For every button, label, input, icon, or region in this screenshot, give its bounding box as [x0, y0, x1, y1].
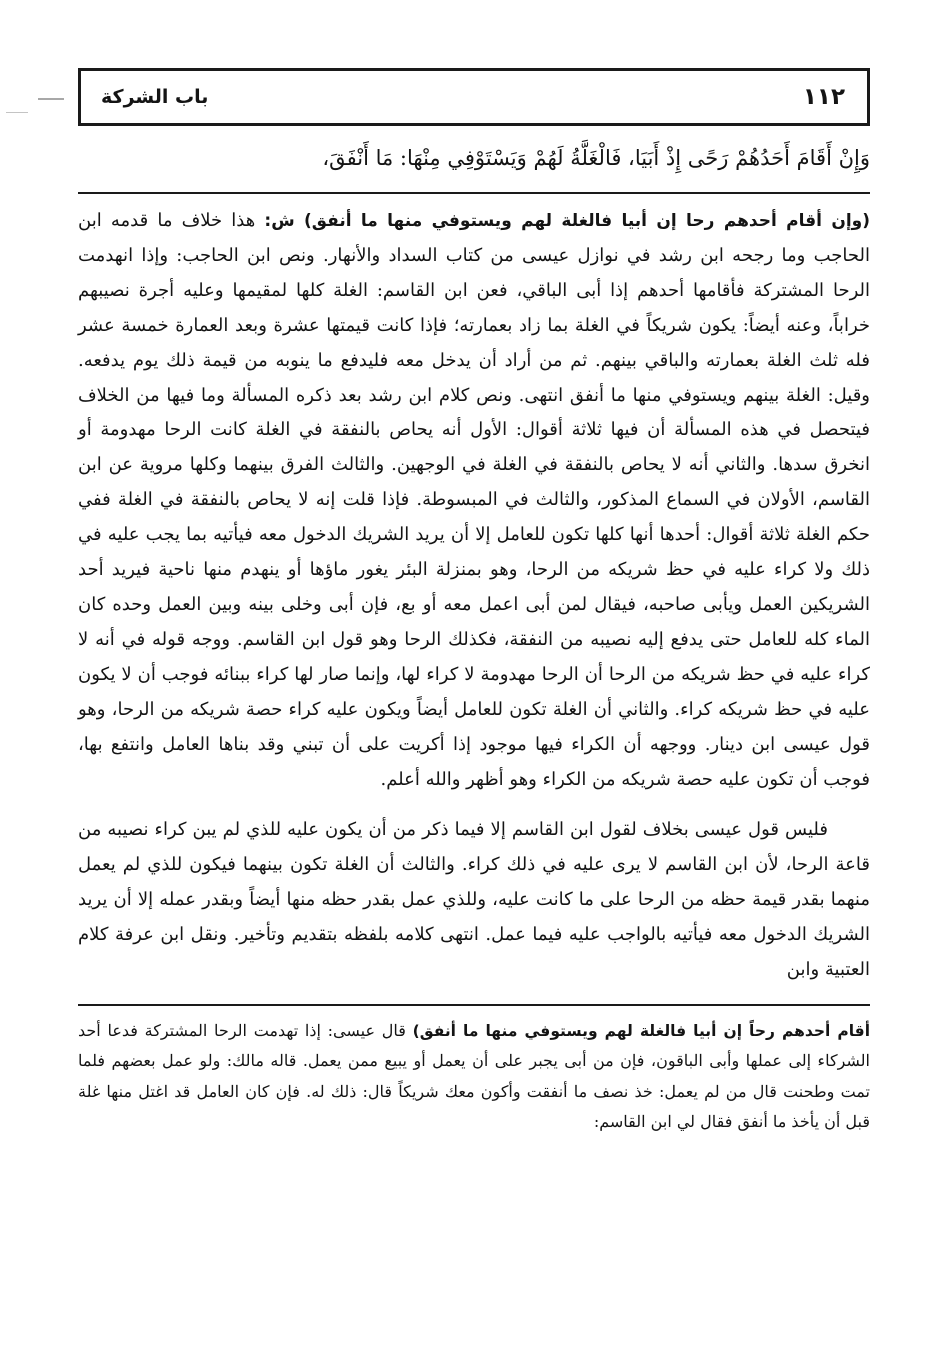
book-page [78, 68, 870, 1138]
footnote-body: قال عيسى: إذا تهدمت الرحا المشتركة فدعا أحد الشركاء إلى عملها وأبى الباقون، فإن من أبى يجبر على أن يعمل أو يبيع ممن يعمل. قاله مالك: ولو عمل بعضهم فلما تمت وطحنت قال من لم يعمل: خذ نصف ما أنفقت وأكون معك شريكاً قال: ذلك له. فإن كان العامل قد اغتل منها غلة قبل أن يأخذ ما أنفق فقال لي ابن القاسم: [78, 1020, 870, 1132]
chapter-title: باب الشركة [101, 86, 209, 108]
footnote-divider [78, 1004, 870, 1006]
commentary-section [78, 204, 870, 988]
divider-top [78, 192, 870, 194]
margin-scan-mark [6, 112, 28, 116]
footnote-paragraph [78, 1016, 870, 1138]
commentary-lemma: (وإن أقام أحدهم رحا إن أبيا فالغلة لهم ويستوفي منها ما أنفق) ش: [264, 211, 870, 231]
commentary-paragraph-1 [78, 204, 870, 797]
commentary-body-1: هذا خلاف ما قدمه ابن الحاجب وما رجحه ابن رشد في نوازل عيسى من كتاب السداد والأنهار. ونص ابن الحاجب: وإذا انهدمت الرحا المشتركة فأقامها أحدهم إذا أبى الباقي، فعن ابن القاسم: الغلة كلها لمقيمها وعليه أجرة نصيبهم خراباً، وعنه أيضاً: يكون شريكاً في الغلة بما زاد بعمارته؛ فإذا كانت قيمتها عشرة وبعد العمارة خمسة عشر فله ثلث الغلة بعمارته والباقي بينهم. ثم من أراد أن يدخل معه فليدفع ما ينوبه من قيمة ذلك يوم يدفعه. وقيل: الغلة بينهم ويستوفي منها ما أنفق انتهى. ونص كلام ابن رشد بعد ذكره المسألة وما فيها من الخلاف فيتحصل في هذه المسألة أن فيها ثلاثة أقوال: الأول أنه يحاص بالنفقة في الغلة كانت الرحا مهدومة أو انخرق سدها. والثاني أنه لا يحاص بالنفقة في الغلة في الوجهين. والثالث الفرق بينهما وكلها مروية عن ابن القاسم، الأولان في السماع المذكور، والثالث في المبسوطة. فإذا قلت إنه لا يحاص بالنفقة في الغلة ففي حكم الغلة ثلاثة أقوال: أحدها أنها كلها تكون للعامل إلا أن يريد الشريك الدخول معه فيأتيه بما يجب عليه في ذلك ولا كراء عليه في حظ شريكه من الرحا، وهو بمنزلة البئر يغور ماؤها أو ينهدم منها ناحية فيريد أحد الشريكين العمل ويأبى صاحبه، فيقال لمن أبى اعمل معه أو بع، فإن أبى وخلى بينه وبين العمل وحده كان الماء كله للعامل حتى يدفع إليه نصيبه من النفقة، فكذلك الرحا وهو قول ابن القاسم. ووجه قوله في أنه لا كراء عليه في حظ شريكه من الرحا أن الرحا مهدومة لا كراء لها، وإنما صار لها كراء ببنائه فوجب أن لا يكون عليه في حظ شريكه كراء. والثاني أن الغلة تكون للعامل أيضاً ويكون عليه كراء حصة شريكه من الرحا، وهو قول عيسى ابن دينار. ووجهه أن الكراء فيها موجود إذا أكريت على أن تبني وقد بناها العامل وانتفع بها، فوجب أن تكون عليه حصة شريكه من الكراء وهو أظهر والله أعلم. [78, 210, 870, 790]
page-number: ١١٢ [802, 84, 845, 110]
page-header [78, 68, 870, 126]
margin-scan-mark [38, 98, 64, 104]
commentary-paragraph-2: فليس قول عيسى بخلاف لقول ابن القاسم إلا فيما ذكر من أن يكون عليه للذي لم يبن كراء نصيبه من قاعة الرحا، لأن ابن القاسم لا يرى عليه في ذلك كراء. والثالث أن الغلة تكون بينهما فيكون للذي لم يعمل منهما بقدر قيمة حظه من الرحا على ما كانت عليه، وللذي عمل بقدر حظه منها أيضاً وبقدر عمله إلا أن يريد الشريك الدخول معه فيأتيه بالواجب عليه فيما عمل. انتهى كلامه بلفظه بتقديم وتأخير. ونقل ابن عرفة كلام العتبية وابن [78, 819, 870, 981]
footnote-section [78, 1016, 870, 1138]
footnote-lemma: أقام أحدهم رحاً إن أبيا فالغلة لهم ويستوفي منها ما أنفق) [412, 1021, 871, 1040]
main-text-line: وَإِنْ أَقَامَ أَحَدُهُمْ رَحًى إِذْ أَبَيَا، فَالْغَلَّةُ لَهُمْ وَيَسْتَوْفِي مِنْهَا: مَا أَنْفَقَ، [322, 146, 870, 170]
